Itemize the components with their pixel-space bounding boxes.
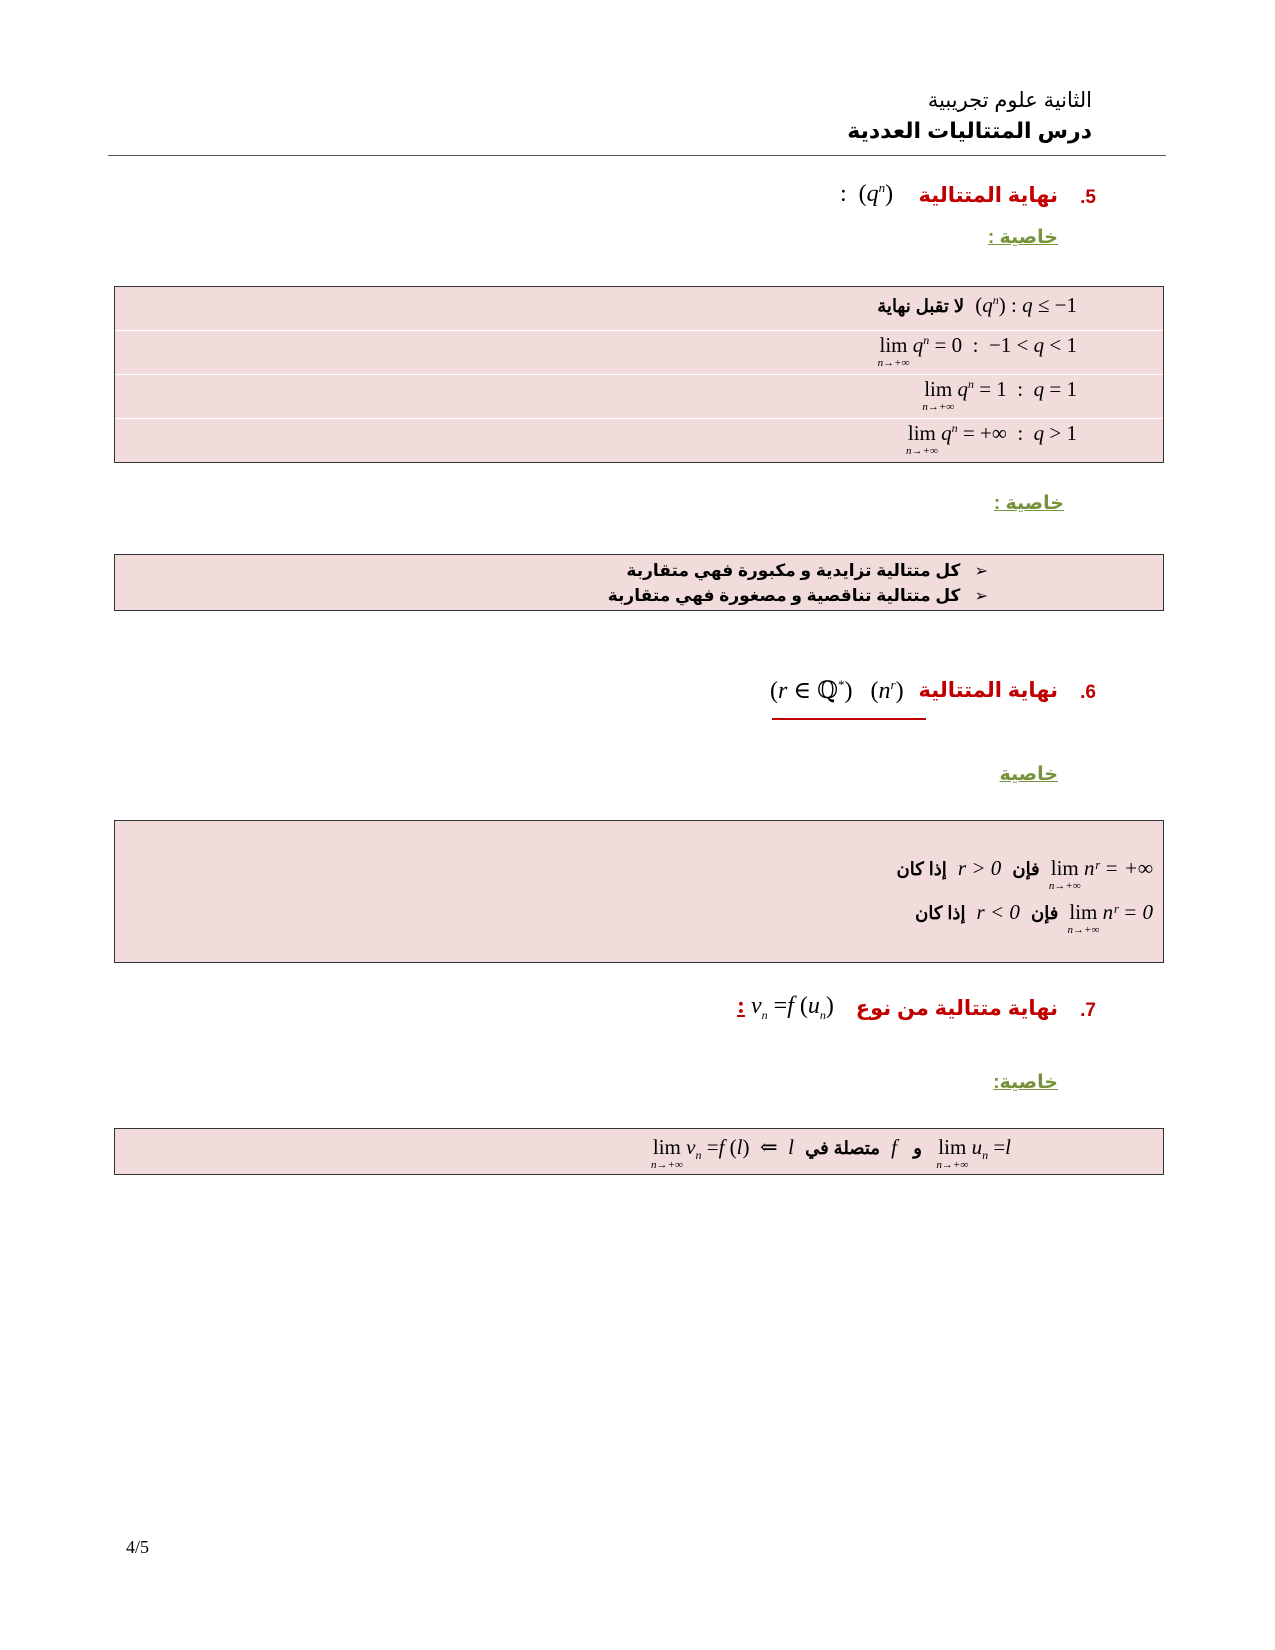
arrow-bullet-icon: ➢ xyxy=(974,588,988,605)
arrow-bullet-icon: ➢ xyxy=(974,563,988,580)
convergence-item-2: ➢ كل متتالية تناقصية و مصغورة فهي متقاربة xyxy=(607,586,988,605)
q-row-infinity: lim n→+∞ $q^n$ = +∞ : q > 1 xyxy=(906,421,1077,457)
section7-property-label: خاصية: xyxy=(993,1072,1058,1093)
page-number: 4/5 xyxy=(126,1537,150,1557)
q-row-one: lim n→+∞ $q^n = 1$ : q = 1 xyxy=(922,377,1077,413)
section5-title: نهاية المتتالية xyxy=(918,184,1058,207)
header-divider xyxy=(108,155,1166,156)
section6-property-label: خاصية xyxy=(999,764,1058,785)
class-level: الثانية علوم تجريبية xyxy=(927,89,1092,112)
section6-title: نهاية المتتالية xyxy=(918,679,1058,702)
section5-property-label: خاصية : xyxy=(987,227,1058,248)
composition-limit-row: lim n→+∞ $v_n =f$ (l) ⇐ l متصلة في f و lim n→+∞ $u_n =l$ xyxy=(651,1135,1011,1171)
section7-formula: : $v_n =f$ $(u_n)$ xyxy=(737,993,834,1022)
section7-number: .7 xyxy=(1080,1000,1096,1021)
section6-number: .6 xyxy=(1080,682,1096,703)
section6-underline xyxy=(772,718,926,720)
nr-row-negative: إذا كان r < 0 فإن lim n→+∞ nʳ = 0 xyxy=(915,900,1153,936)
convergence-item-1: ➢ كل متتالية تزايدية و مكبورة فهي متقاربة xyxy=(626,561,988,580)
q-row-zero: lim n→+∞ $q^n = 0$ : −1 < q < 1 xyxy=(877,333,1077,369)
nr-row-positive: إذا كان r > 0 فإن lim n→+∞ nʳ = +∞ xyxy=(896,856,1153,892)
section6-property-box xyxy=(114,820,1164,963)
q-row-no-limit-math: $(q^n)$ : q ≤ −1 xyxy=(975,293,1077,317)
section7-property-box xyxy=(114,1128,1164,1175)
lesson-title: درس المتتاليات العددية xyxy=(847,118,1092,143)
section6-formula: (r ∈ ℚ*) $(n^r)$ xyxy=(770,677,904,704)
section7-title: نهاية متتالية من نوع xyxy=(855,997,1058,1020)
section5-number: .5 xyxy=(1080,187,1096,208)
q-row-no-limit: لا تقبل نهاية $(q^n)$ : q ≤ −1 xyxy=(877,293,1077,317)
convergence-box xyxy=(114,554,1164,611)
section5-formula: : $(q^n)$ xyxy=(840,180,894,207)
section5-property-box xyxy=(114,286,1164,463)
section5-property2-label: خاصية : xyxy=(993,493,1064,514)
